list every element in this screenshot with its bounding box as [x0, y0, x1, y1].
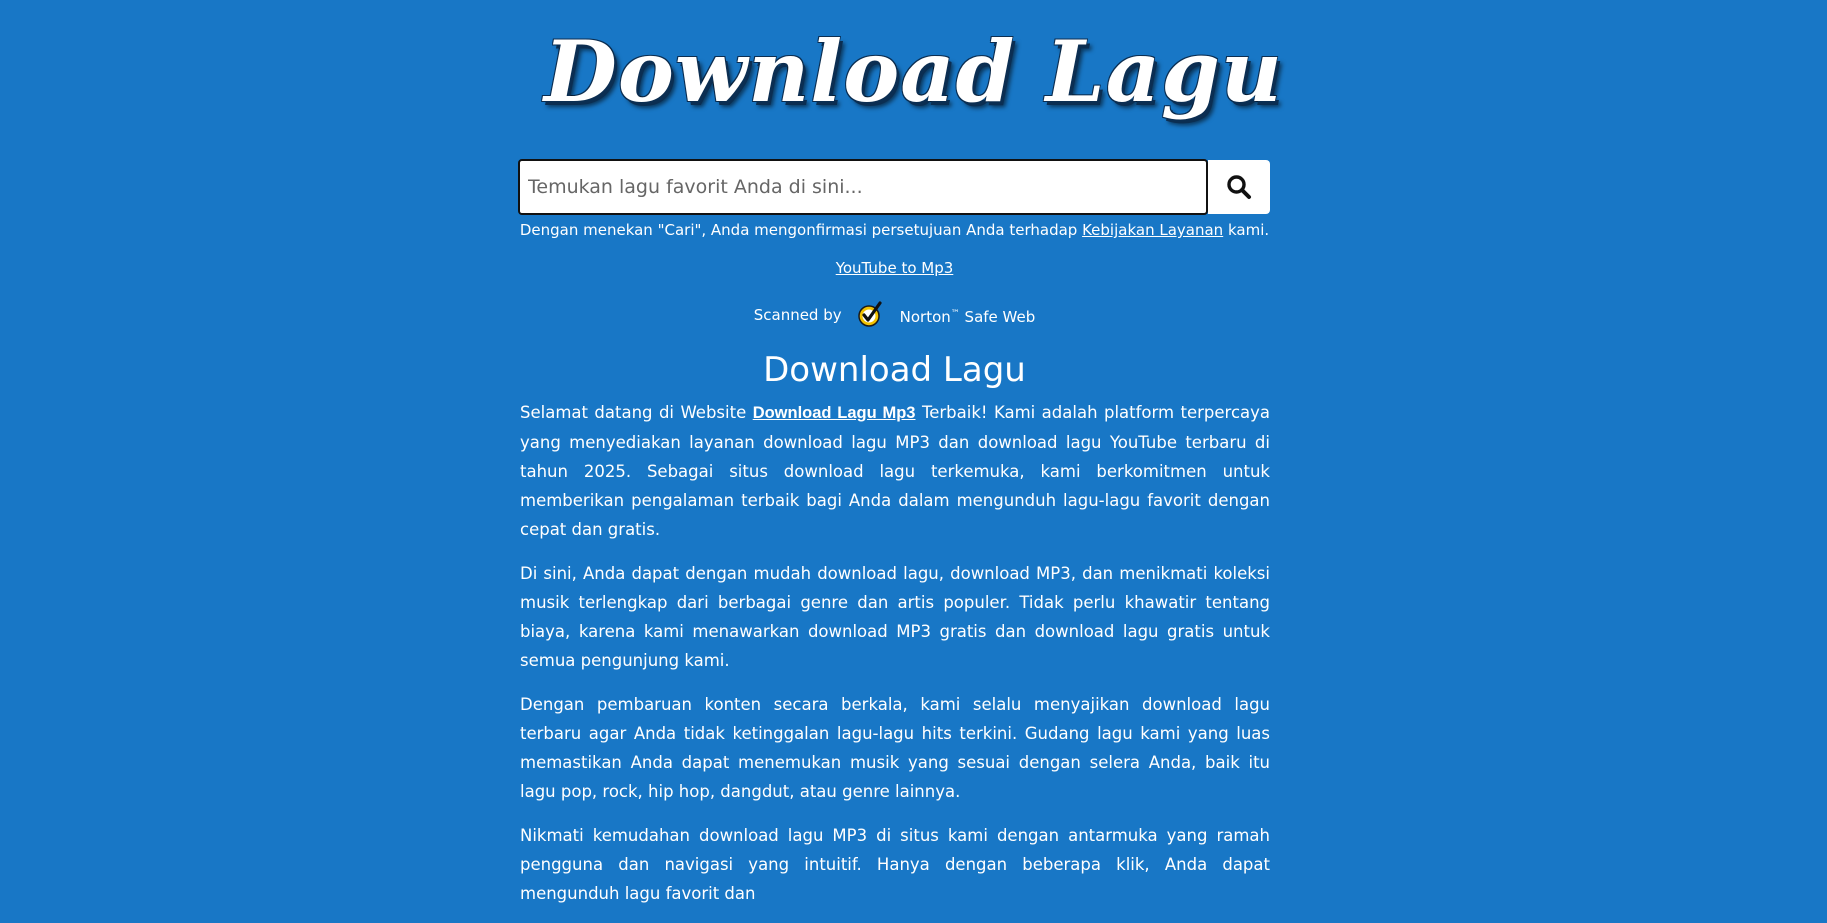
consent-text: Dengan menekan "Cari", Anda mengonfirmasi persetujuan Anda terhadap	[519, 221, 1078, 239]
paragraph-features: Di sini, Anda dapat dengan mudah download lagu, download MP3, dan menikmati koleksi musik terlengkap dari berbagai genre dan artis populer. Tidak perlu khawatir tentang biaya, karena kami menawarkan download MP3 gratis dan download lagu gratis untuk semua pengunjung kami.	[520, 564, 1270, 670]
norton-badge[interactable]	[0, 300, 1789, 330]
paragraph-intro	[520, 398, 1270, 544]
youtube-to-mp3-link[interactable]: YouTube to Mp3	[835, 259, 954, 277]
paragraph-intro-start: Selamat datang di Website	[520, 403, 747, 422]
paragraph-ease: Nikmati kemudahan download lagu MP3 di situs kami dengan antarmuka yang ramah pengguna dan navigasi yang intuitif. Hanya dengan beberapa klik, Anda dapat mengunduh lagu favorit dan	[520, 826, 1270, 903]
page-title: Download Lagu	[763, 350, 1026, 390]
terms-link[interactable]: Kebijakan Layanan	[1082, 221, 1224, 239]
consent-suffix: kami.	[1227, 221, 1270, 239]
consent-notice	[0, 220, 1789, 240]
norton-tm: ™	[950, 308, 960, 319]
youtube-mp3-row	[0, 258, 1789, 278]
norton-label	[900, 304, 1036, 327]
norton-brand: Norton	[899, 307, 951, 326]
search-form	[518, 159, 1270, 215]
scanned-by-label: Scanned by	[753, 306, 842, 324]
norton-check-icon	[856, 300, 886, 330]
paragraph-updates: Dengan pembaruan konten secara berkala, kami selalu menyajikan download lagu terbaru agar Anda tidak ketinggalan lagu-lagu hits terkini. Gudang lagu kami yang luas memastikan Anda dapat menemukan musik yang sesuai dengan selera Anda, baik itu lagu pop, rock, hip hop, dangdut, atau genre lainnya.	[520, 695, 1270, 801]
article-content	[520, 398, 1270, 923]
search-input[interactable]	[518, 159, 1208, 215]
search-icon	[1226, 174, 1252, 200]
search-button[interactable]	[1208, 160, 1270, 214]
norton-product: Safe Web	[964, 307, 1036, 326]
download-lagu-mp3-link[interactable]: Download Lagu Mp3	[752, 404, 916, 422]
paragraph-intro-rest: Terbaik! Kami adalah platform terpercaya yang menyediakan layanan download lagu MP3 dan download lagu YouTube terbaru di tahun 2025. Sebagai situs download lagu terkemuka, kami berkomitmen untuk memberikan pengalaman terbaik bagi Anda dalam mengunduh lagu-lagu favorit dengan cepat dan gratis.	[520, 403, 1271, 539]
site-logo[interactable]: Download Lagu	[544, 22, 1283, 121]
